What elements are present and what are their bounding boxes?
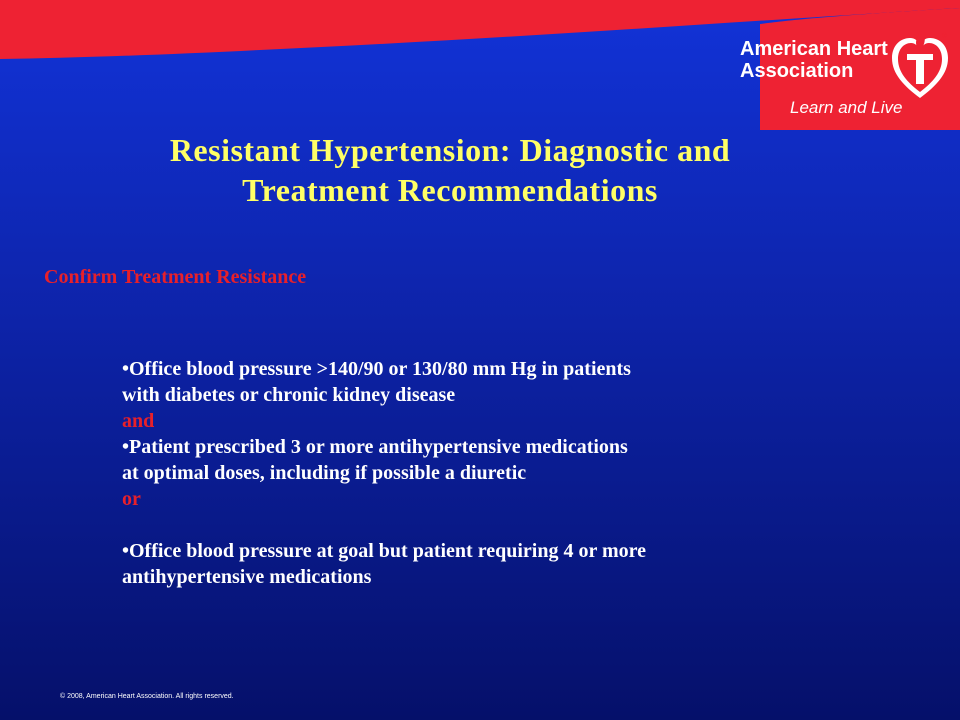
- logo-name: [740, 38, 890, 82]
- criterion2-line2: at optimal doses, including if possible a diuretic: [122, 462, 527, 484]
- connector-and: and: [122, 410, 155, 432]
- criterion3-line1: •Office blood pressure at goal but patient requiring 4 or more: [122, 540, 647, 562]
- logo-name-line2: Association: [740, 60, 854, 82]
- logo-name-line1: American Heart: [740, 38, 888, 60]
- criterion3-line2: antihypertensive medications: [122, 566, 372, 588]
- heart-torch-icon: [890, 28, 950, 106]
- slide-title: [100, 130, 800, 210]
- copyright-notice: © 2008, American Heart Association. All rights reserved.: [60, 693, 234, 700]
- aha-logo: [740, 24, 955, 124]
- criterion1-line1: •Office blood pressure >140/90 or 130/80 mm Hg in patients: [122, 358, 631, 380]
- connector-or: or: [122, 488, 141, 510]
- slide-title-line1: Resistant Hypertension: Diagnostic and: [169, 132, 731, 168]
- criterion2-line1: •Patient prescribed 3 or more antihypertensive medications: [122, 436, 628, 458]
- criteria-list: [122, 356, 822, 590]
- spacer: [122, 512, 822, 538]
- logo-tagline: Learn and Live: [790, 98, 903, 117]
- slide-title-line2: Treatment Recommendations: [242, 172, 658, 208]
- criterion1-line2: with diabetes or chronic kidney disease: [122, 384, 456, 406]
- section-heading: Confirm Treatment Resistance: [44, 266, 307, 288]
- registered-mark: ®: [942, 33, 948, 40]
